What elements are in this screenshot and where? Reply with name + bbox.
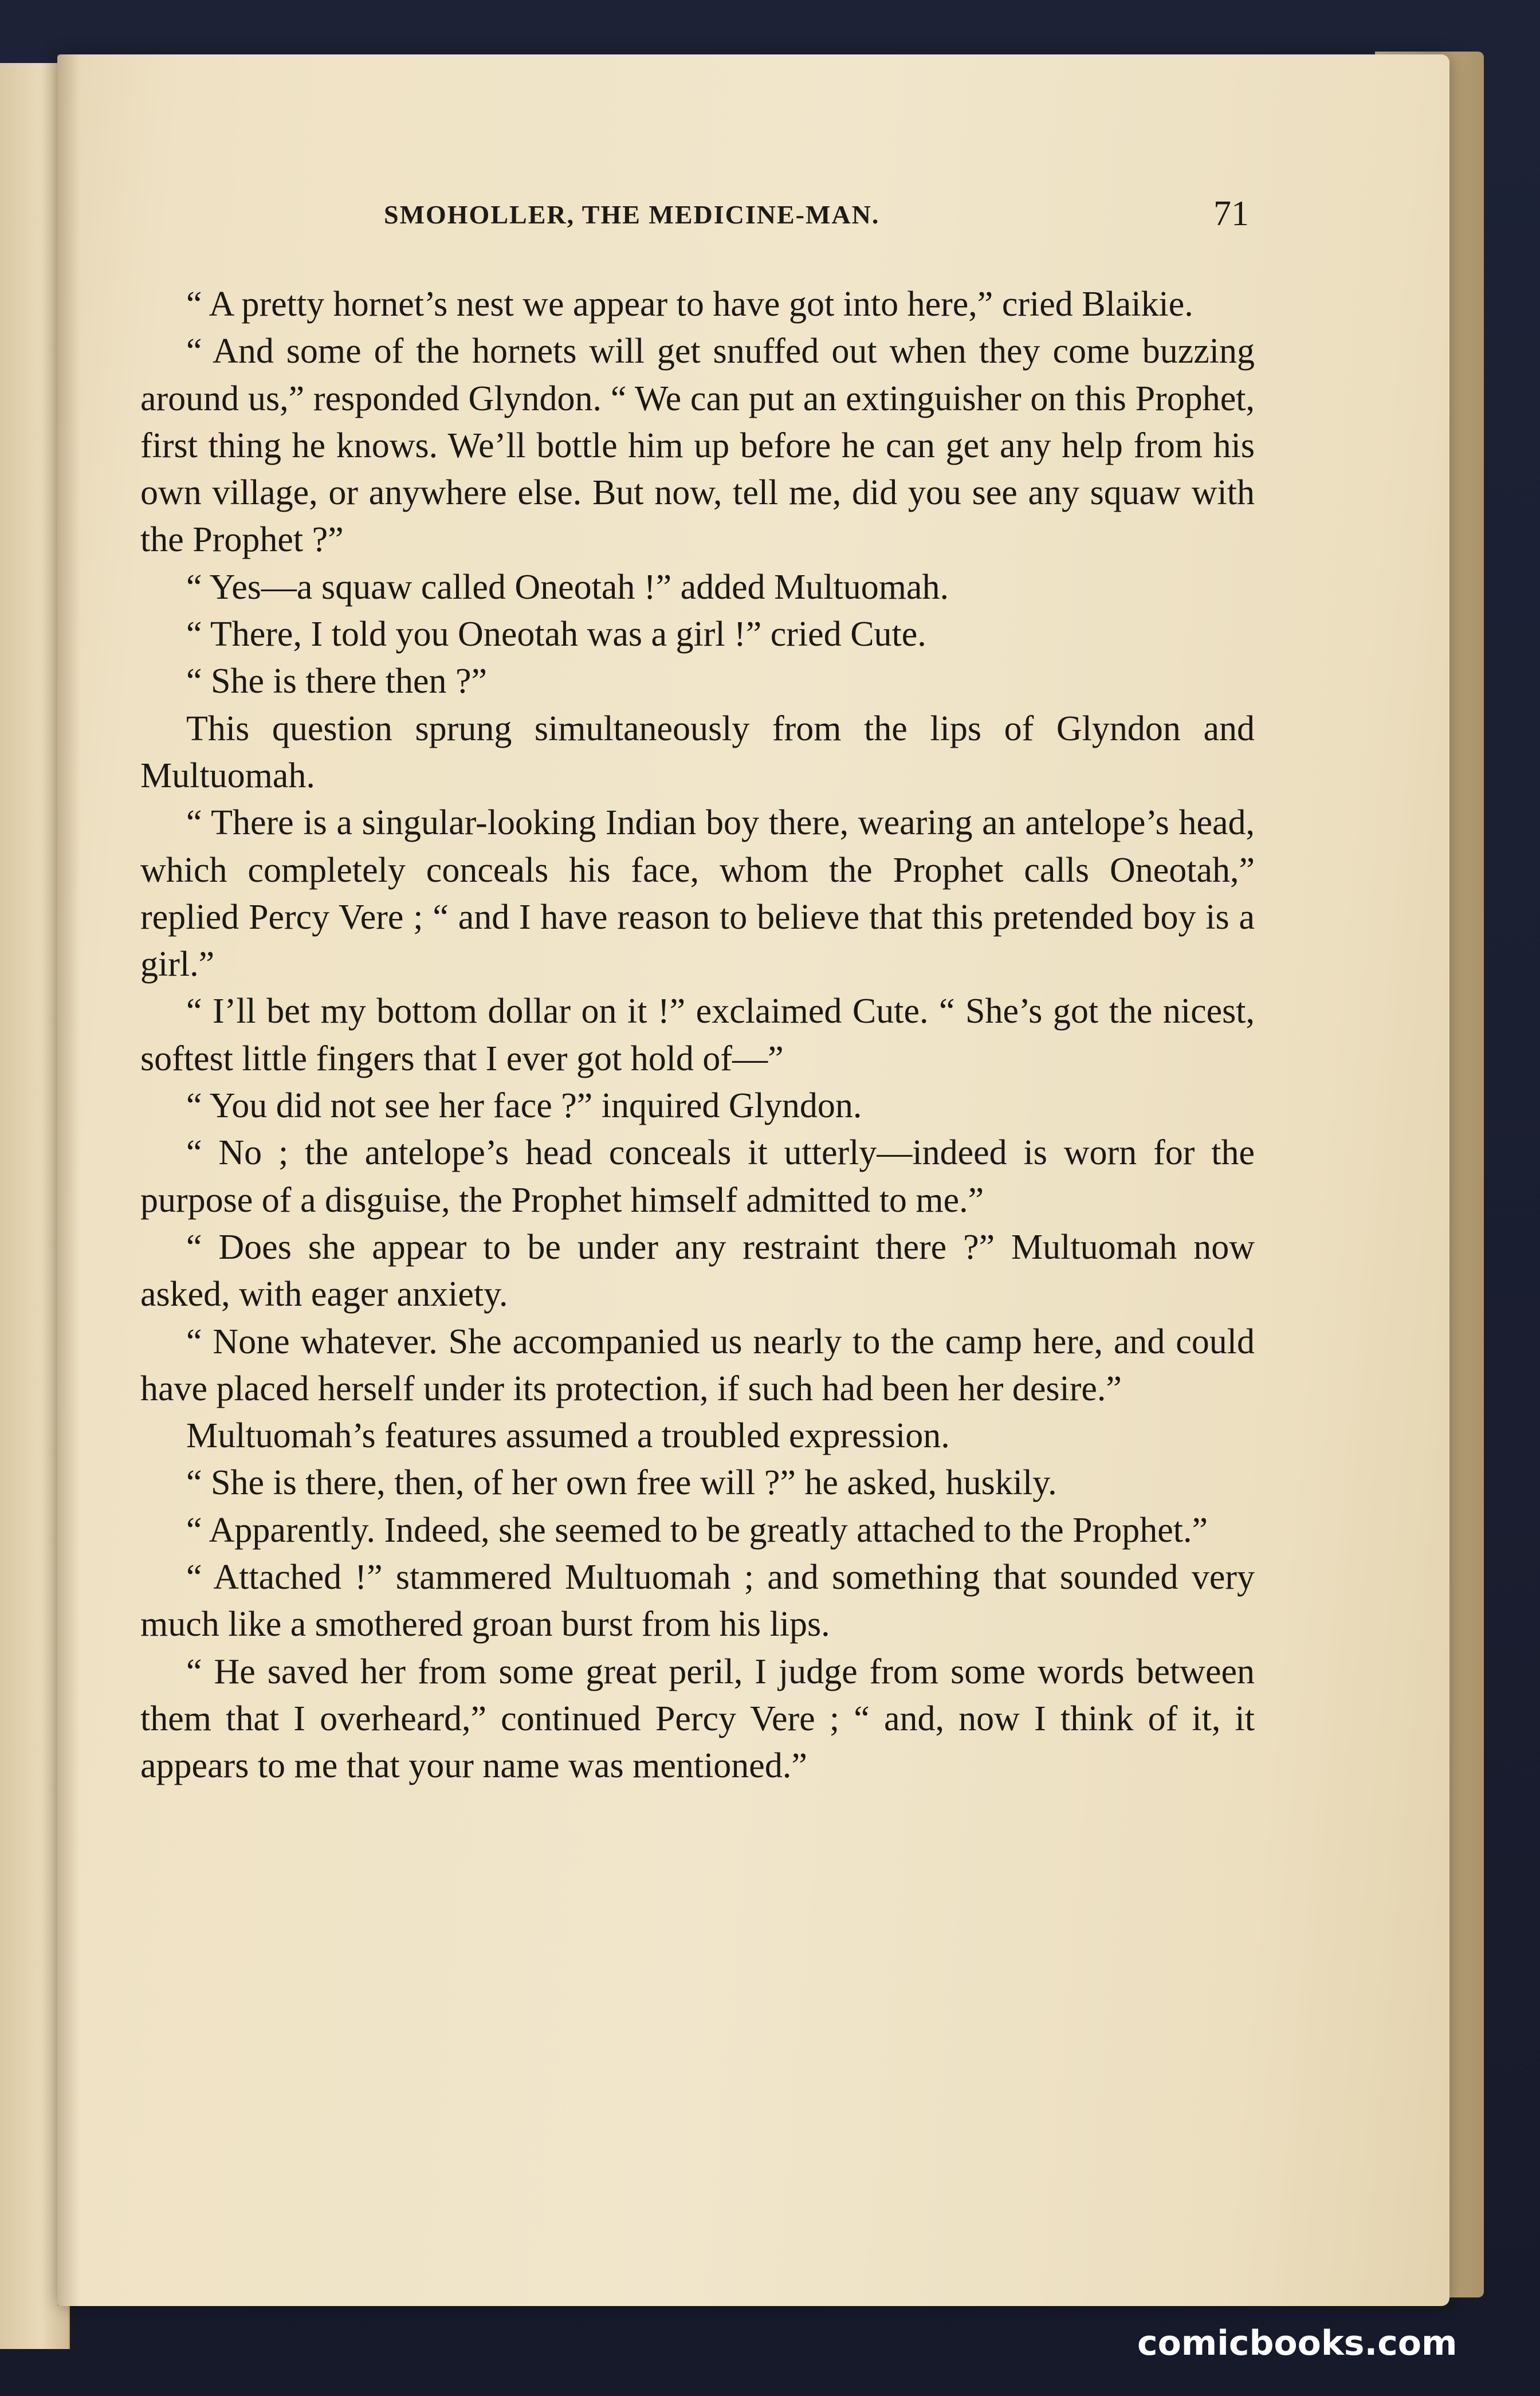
paragraph: “ Yes—a squaw called Oneotah !” added Multuomah. — [186, 567, 949, 607]
paragraph: “ You did not see her face ?” inquired Glyndon. — [186, 1086, 862, 1126]
paragraph: “ I’ll bet my bottom dollar on it !” exclaimed Cute. “ She’s got the nicest, softest little fingers that I ever got hold of—” — [140, 992, 1255, 1078]
paragraph: “ No ; the antelope’s head conceals it utterly—indeed is worn for the purpose of a disguise, the Prophet himself admitted to me.” — [140, 1133, 1255, 1220]
paragraph: “ He saved her from some great peril, I judge from some words between them that I overheard,” continued Percy Vere ; “ and, now I think of it, it appears to me that your name was mentioned.” — [140, 1652, 1255, 1786]
paragraph: “ None whatever. She accompanied us nearly to the camp here, and could have placed herself under its protection, if such had been her desire.” — [140, 1322, 1255, 1408]
running-head: SMOHOLLER, THE MEDICINE-MAN. — [384, 200, 880, 229]
paragraph: “ Apparently. Indeed, she seemed to be greatly attached to the Prophet.” — [186, 1510, 1208, 1550]
paragraph: “ There, I told you Oneotah was a girl !” cried Cute. — [186, 615, 926, 654]
paragraph: Multuomah’s features assumed a troubled expression. — [186, 1416, 950, 1456]
paragraph: “ A pretty hornet’s nest we appear to have got into here,” cried Blaikie. — [186, 285, 1193, 324]
paragraph: “ She is there then ?” — [186, 662, 488, 701]
paragraph: “ Does she appear to be under any restraint there ?” Multuomah now asked, with eager anxiety. — [140, 1227, 1255, 1314]
body-text — [140, 281, 1255, 1790]
paragraph: “ She is there, then, of her own free will ?” he asked, huskily. — [186, 1463, 1057, 1503]
paragraph: This question sprung simultaneously from the lips of Glyndon and Multuomah. — [140, 709, 1255, 795]
page-number: 71 — [1213, 194, 1249, 233]
paragraph: “ And some of the hornets will get snuffed out when they come buzzing around us,” responded Glyndon. “ We can put an extinguisher on this Prophet, first thing he knows. We’ll bottle him up before he can get any help from his own village, or anywhere else. But now, tell me, did you see any squaw with the Prophet ?” — [140, 332, 1255, 560]
paragraph: “ Attached !” stammered Multuomah ; and something that sounded very much like a smothered groan burst from his lips. — [140, 1558, 1255, 1644]
paragraph: “ There is a singular-looking Indian boy there, wearing an antelope’s head, which completely conceals his face, whom the Prophet calls Oneotah,” replied Percy Vere ; “ and I have reason to believe that this pretended boy is a girl.” — [140, 803, 1255, 984]
page-gutter — [57, 54, 80, 2306]
site-watermark: comicbooks.com — [1137, 2323, 1458, 2363]
